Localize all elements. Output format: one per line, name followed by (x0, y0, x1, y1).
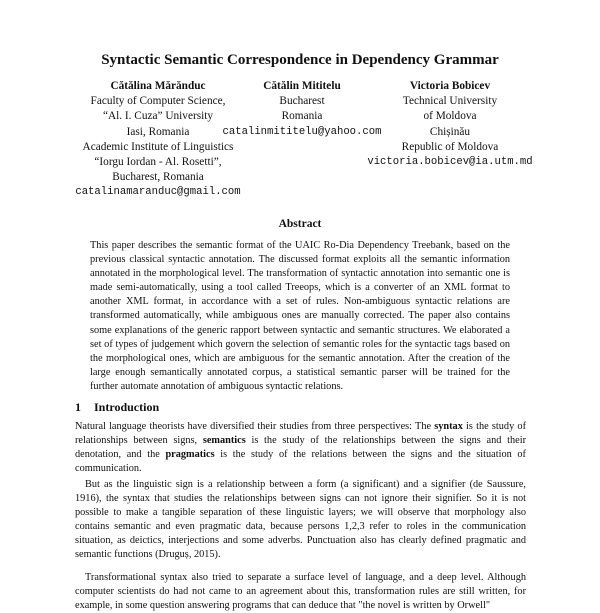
section-number: 1 (75, 400, 81, 414)
affiliation-line: Iasi, Romania (126, 125, 190, 138)
affiliation-line: “Al. I. Cuza” University (102, 110, 214, 123)
affiliation-line: “Iorgu Iordan - Al. Rosetti”, (94, 156, 222, 169)
section-title: Introduction (94, 400, 160, 414)
text-run: is the study of the relations between the signs and the situation of communication. (75, 449, 526, 475)
paragraph-2: But as the linguistic sign is a relationship between a form (a significant) and a signifier (de Saussure, 1916), the syntax that studies the relationships between signs can not ignore their signifier. So it is not possible to make a tangible separation of these linguistic layers; we will observe that morphology also contains semantic and even pragmatic data, because persons 1,2,3 refer to roles in the communication situation, as deictics, interjections and some adverbs. Punctuation also has clearly defined pragmatic and semantic functions (Druguș, 2015). (75, 479, 526, 561)
author-email: catalinamaranduc@gmail.com (75, 186, 241, 199)
affiliation-line: Romania (281, 110, 323, 123)
term-syntax: syntax (434, 421, 463, 432)
affiliation-line: Bucharest (279, 95, 325, 108)
abstract-text: This paper describes the semantic format of the UAIC Ro-Dia Dependency Treebank, based on the previous classical syntactic annotation. The discussed format exploits all the semantic information annotated in the morphological level. The transformation of syntactic annotation into semantic one is made semi-automatically, using a tool called Treeops, which is a converter of an XML format to another XML format, in accordance with a set of rules. Non-ambiguous syntactic relations are transformed automatically, while ambiguous ones are manually corrected. The paper also contains some explanations of the generic rapport between syntactic and semantic structures. We elaborated a set of types of judgement which govern the selection of semantic roles for the syntactic tags based on the morphological ones, which are ambiguous for the semantic annotation. After the creation of the large enough semantically annotated corpus, a statistical semantic parser will be trained for the further automate annotation of ambiguous syntactic relations. (90, 240, 510, 392)
affiliation-line: of Moldova (423, 110, 477, 123)
paper-title: Syntactic Semantic Correspondence in Dependency Grammar (101, 52, 499, 68)
affiliation-line: Technical University (402, 95, 498, 108)
author-email: catalinmititelu@yahoo.com (222, 125, 382, 138)
author-name: Cătălina Mărănduc (110, 80, 206, 92)
affiliation-line: Academic Institute of Linguistics (82, 140, 234, 153)
author-2 (220, 79, 384, 140)
author-name: Cătălin Mititelu (263, 80, 341, 92)
term-semantics: semantics (202, 435, 246, 447)
term-pragmatics: pragmatics (165, 449, 215, 461)
paragraph-3: Transformational syntax also tried to separate a surface level of language, and a deep level. Although computer scientists do had not came to an agreement about this, transformation rules are still written, for example, in some question answering programs that can deduce that "the novel is written by Orwell" (75, 572, 526, 612)
text-run: Natural language theorists have diversified their studies from three perspectives: The (75, 421, 435, 432)
text-run: is the study of the relationships between the signs and their denotation, and the (75, 435, 526, 461)
affiliation-line: Faculty of Computer Science, (90, 95, 226, 108)
section-heading (75, 400, 159, 415)
text-run: is the study of relationships between signs, (75, 421, 526, 447)
author-name: Victoria Bobicev (409, 80, 491, 92)
affiliation-line: Republic of Moldova (401, 140, 499, 153)
paragraph-1 (75, 420, 526, 476)
affiliation-line: Bucharest, Romania (112, 171, 204, 184)
author-3 (362, 79, 538, 170)
author-email: victoria.bobicev@ia.utm.md (367, 156, 533, 169)
affiliation-line: Chișinău (429, 125, 471, 138)
abstract-heading: Abstract (278, 218, 322, 230)
